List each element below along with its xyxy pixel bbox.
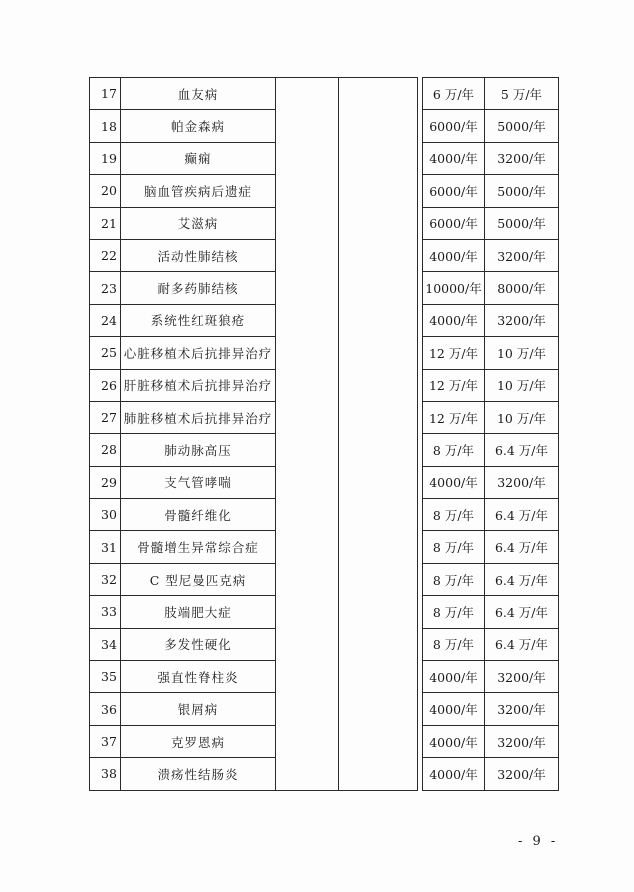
disease-name: 强直性脊柱炎 xyxy=(121,661,276,693)
limit-value-2: 3200/年 xyxy=(485,758,559,790)
row-number: 36 xyxy=(90,693,121,725)
disease-name: 银屑病 xyxy=(121,693,276,725)
row-number: 23 xyxy=(90,272,121,304)
row-number: 34 xyxy=(90,628,121,660)
limit-value-2: 3200/年 xyxy=(485,142,559,174)
limit-value-2: 5000/年 xyxy=(485,207,559,239)
disease-name: 骨髓增生异常综合症 xyxy=(121,531,276,563)
limit-value-1: 4000/年 xyxy=(423,239,485,271)
disease-name: 血友病 xyxy=(121,78,276,110)
limit-value-1: 8 万/年 xyxy=(423,596,485,628)
merged-blank-cell-b xyxy=(339,78,418,791)
disease-name: 骨髓纤维化 xyxy=(121,499,276,531)
limit-value-2: 10 万/年 xyxy=(485,401,559,433)
table-body xyxy=(90,78,559,791)
row-number: 19 xyxy=(90,142,121,174)
limit-value-1: 4000/年 xyxy=(423,758,485,790)
disease-name: 肺动脉高压 xyxy=(121,434,276,466)
limit-value-1: 6 万/年 xyxy=(423,78,485,110)
disease-limit-table xyxy=(89,77,559,791)
limit-value-1: 12 万/年 xyxy=(423,369,485,401)
disease-name: 多发性硬化 xyxy=(121,628,276,660)
disease-name: 肺脏移植术后抗排异治疗 xyxy=(121,401,276,433)
limit-value-2: 3200/年 xyxy=(485,693,559,725)
limit-value-2: 3200/年 xyxy=(485,466,559,498)
disease-name: 脑血管疾病后遗症 xyxy=(121,175,276,207)
disease-name: 活动性肺结核 xyxy=(121,239,276,271)
limit-value-2: 3200/年 xyxy=(485,304,559,336)
limit-value-2: 5 万/年 xyxy=(485,78,559,110)
limit-value-1: 6000/年 xyxy=(423,110,485,142)
limit-value-2: 6.4 万/年 xyxy=(485,499,559,531)
row-number: 37 xyxy=(90,725,121,757)
limit-value-1: 4000/年 xyxy=(423,693,485,725)
row-number: 21 xyxy=(90,207,121,239)
disease-name: 克罗恩病 xyxy=(121,725,276,757)
disease-name: 心脏移植术后抗排异治疗 xyxy=(121,337,276,369)
limit-value-1: 4000/年 xyxy=(423,661,485,693)
page-number: - 9 - xyxy=(518,834,559,849)
disease-name: C 型尼曼匹克病 xyxy=(121,563,276,595)
merged-blank-cell-a xyxy=(276,78,339,791)
limit-value-2: 3200/年 xyxy=(485,725,559,757)
row-number: 29 xyxy=(90,466,121,498)
disease-name: 溃疡性结肠炎 xyxy=(121,758,276,790)
limit-value-1: 12 万/年 xyxy=(423,401,485,433)
row-number: 32 xyxy=(90,563,121,595)
disease-name: 系统性红斑狼疮 xyxy=(121,304,276,336)
limit-value-1: 10000/年 xyxy=(423,272,485,304)
row-number: 27 xyxy=(90,401,121,433)
limit-value-1: 6000/年 xyxy=(423,207,485,239)
disease-name: 帕金森病 xyxy=(121,110,276,142)
row-number: 38 xyxy=(90,758,121,790)
limit-value-1: 8 万/年 xyxy=(423,531,485,563)
disease-name: 肢端肥大症 xyxy=(121,596,276,628)
row-number: 22 xyxy=(90,239,121,271)
limit-value-1: 4000/年 xyxy=(423,304,485,336)
row-number: 18 xyxy=(90,110,121,142)
limit-value-2: 6.4 万/年 xyxy=(485,628,559,660)
row-number: 20 xyxy=(90,175,121,207)
limit-value-2: 5000/年 xyxy=(485,110,559,142)
limit-value-2: 8000/年 xyxy=(485,272,559,304)
row-number: 24 xyxy=(90,304,121,336)
limit-value-1: 12 万/年 xyxy=(423,337,485,369)
limit-value-1: 8 万/年 xyxy=(423,434,485,466)
limit-value-2: 3200/年 xyxy=(485,239,559,271)
disease-name: 耐多药肺结核 xyxy=(121,272,276,304)
limit-value-1: 4000/年 xyxy=(423,725,485,757)
limit-value-2: 10 万/年 xyxy=(485,337,559,369)
limit-value-2: 10 万/年 xyxy=(485,369,559,401)
limit-value-2: 6.4 万/年 xyxy=(485,531,559,563)
limit-value-2: 6.4 万/年 xyxy=(485,563,559,595)
limit-value-2: 3200/年 xyxy=(485,661,559,693)
disease-name: 肝脏移植术后抗排异治疗 xyxy=(121,369,276,401)
limit-value-2: 6.4 万/年 xyxy=(485,434,559,466)
limit-value-1: 6000/年 xyxy=(423,175,485,207)
row-number: 30 xyxy=(90,499,121,531)
limit-value-1: 8 万/年 xyxy=(423,563,485,595)
row-number: 28 xyxy=(90,434,121,466)
disease-name: 艾滋病 xyxy=(121,207,276,239)
row-number: 17 xyxy=(90,78,121,110)
row-number: 33 xyxy=(90,596,121,628)
limit-value-1: 8 万/年 xyxy=(423,628,485,660)
row-number: 35 xyxy=(90,661,121,693)
limit-value-1: 8 万/年 xyxy=(423,499,485,531)
limit-value-2: 5000/年 xyxy=(485,175,559,207)
disease-name: 癫痫 xyxy=(121,142,276,174)
limit-value-1: 4000/年 xyxy=(423,142,485,174)
row-number: 26 xyxy=(90,369,121,401)
table-row xyxy=(90,78,559,110)
limit-value-1: 4000/年 xyxy=(423,466,485,498)
row-number: 31 xyxy=(90,531,121,563)
row-number: 25 xyxy=(90,337,121,369)
limit-value-2: 6.4 万/年 xyxy=(485,596,559,628)
disease-name: 支气管哮喘 xyxy=(121,466,276,498)
